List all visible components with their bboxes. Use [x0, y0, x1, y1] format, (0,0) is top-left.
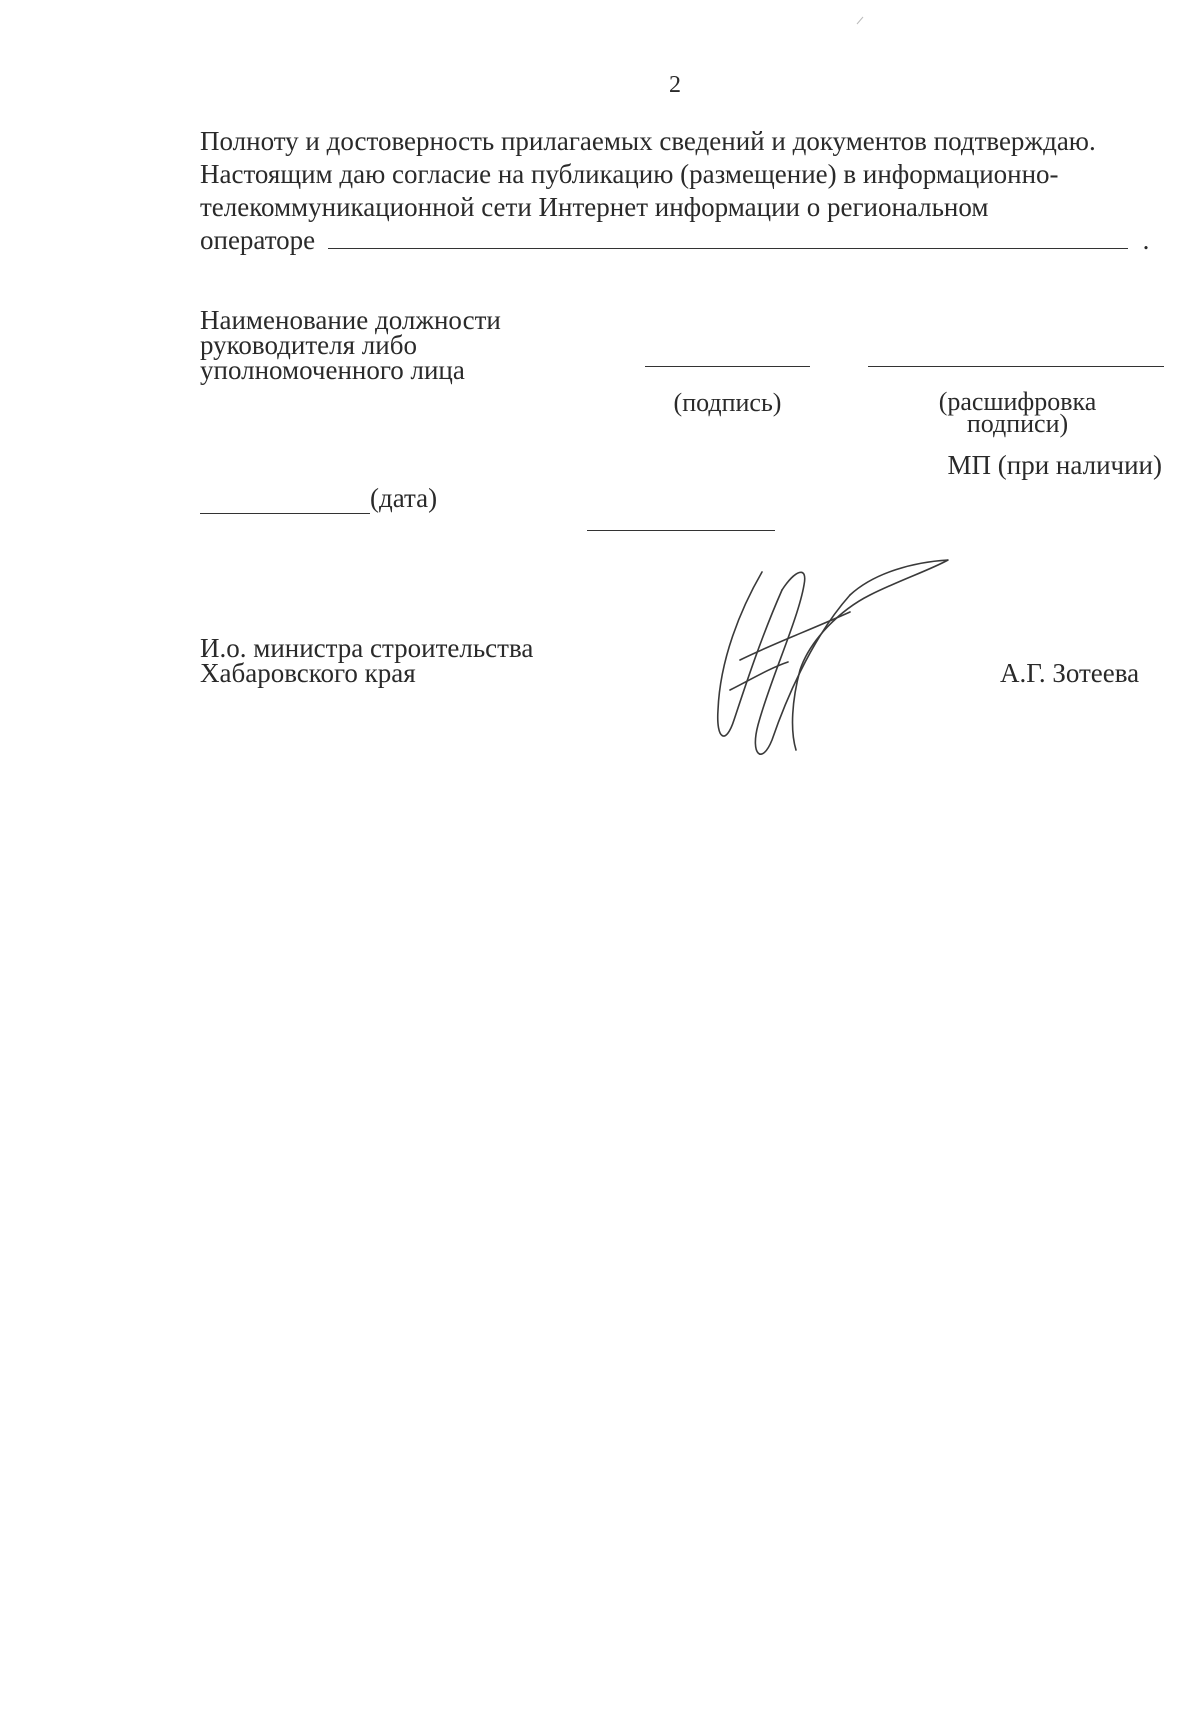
word: информационно-: [862, 159, 1059, 189]
word: сети: [481, 192, 532, 222]
date-caption: (дата): [370, 483, 438, 513]
consent-line-3: [200, 191, 1160, 224]
word: на: [497, 159, 525, 189]
signatory-title-line-2: Хабаровского края: [200, 658, 416, 688]
word: о: [806, 192, 821, 222]
signature-caption: (подпись): [673, 388, 782, 417]
word: Интернет: [538, 192, 648, 222]
word: региональном: [826, 192, 989, 222]
consent-line-4: [200, 224, 1160, 257]
word: в: [843, 159, 857, 189]
signatory-title: [200, 633, 534, 688]
separator-line: [587, 530, 775, 531]
signature-stroke: [730, 662, 788, 690]
word: телекоммуникационной: [200, 192, 475, 222]
page-number: 2: [669, 72, 681, 98]
signature-decode-caption-line-2: подписи): [966, 409, 1069, 438]
handwritten-signature: [700, 550, 960, 780]
date-field: [200, 483, 437, 514]
signature-stroke: [793, 560, 948, 750]
word: Настоящим: [200, 159, 333, 189]
consent-line-2: [200, 158, 1160, 191]
date-blank-line: [200, 491, 370, 514]
consent-paragraph: [200, 125, 1160, 257]
signature-stroke: [718, 572, 782, 736]
word: (размещение): [680, 159, 837, 189]
word: даю: [339, 159, 386, 189]
signature-decode-blank-line: [868, 366, 1164, 367]
signature-blank-line: [645, 366, 810, 367]
signature-decode-caption-line-1: (расшифровка: [938, 387, 1097, 416]
word: согласие: [392, 159, 492, 189]
scan-speck: [855, 14, 867, 26]
operator-name-blank: [328, 226, 1128, 249]
position-label-line-1: Наименование должности: [200, 305, 501, 335]
signatory-name: А.Г. Зотеева: [1000, 658, 1140, 688]
consent-line-1: Полноту и достоверность прилагаемых сведений и документов подтверждаю.: [200, 126, 1096, 156]
position-label: [200, 305, 501, 385]
word: публикацию: [531, 159, 674, 189]
signatory-title-line-1: И.о. министра строительства: [200, 633, 534, 663]
signature-decode-caption: [900, 387, 1135, 438]
sentence-period: .: [1142, 225, 1150, 255]
word: информации: [654, 192, 800, 222]
position-label-line-2: руководителя либо: [200, 330, 417, 360]
stamp-caption: МП (при наличии): [947, 450, 1162, 480]
operator-label: операторе: [200, 225, 316, 255]
position-label-line-3: уполномоченного лица: [200, 355, 465, 385]
